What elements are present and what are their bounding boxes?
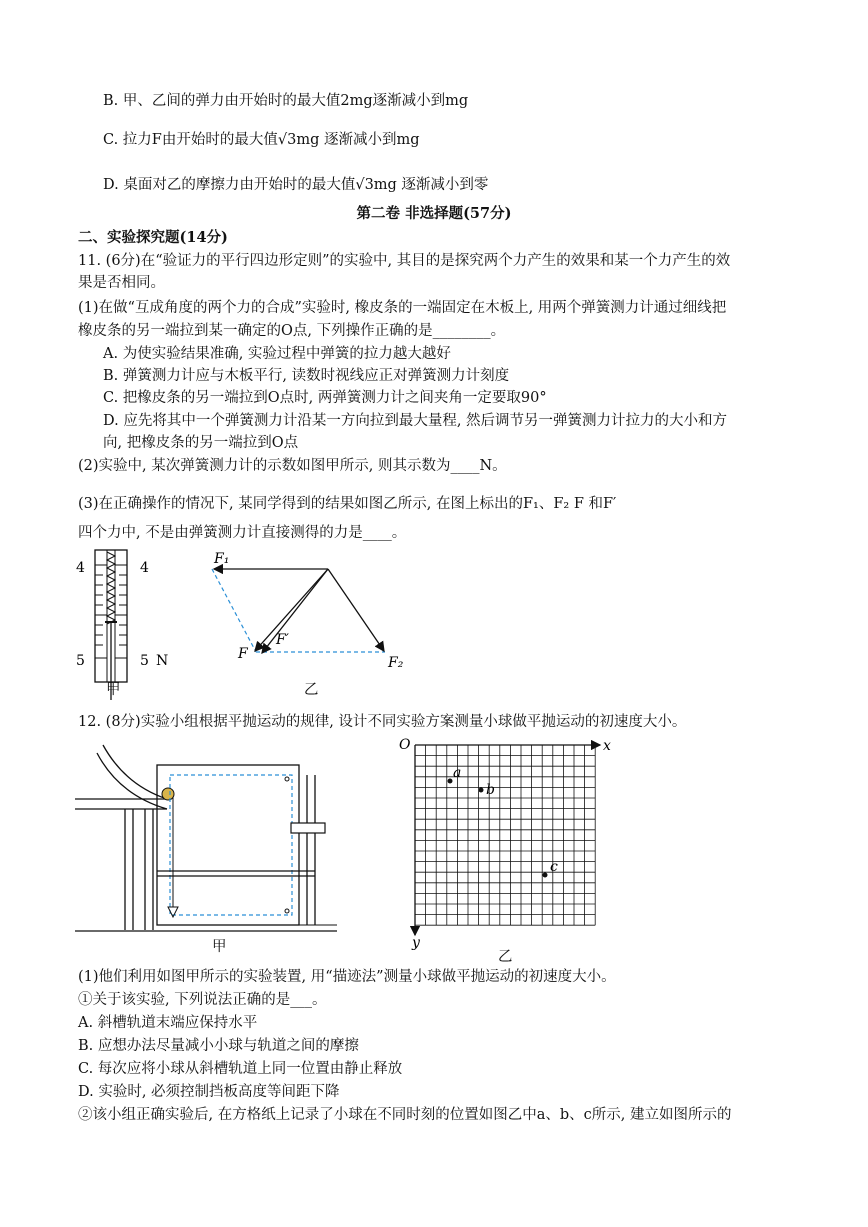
q11-part1-line1: (1)在做“互成角度的两个力的合成”实验时, 橡皮条的一端固定在木板上, 用两个弹簧测力计通过细线把 [78,300,727,316]
figure-12-jia-caption: 甲 [212,939,227,955]
q11-option-d-line1: D. 应先将其中一个弹簧测力计沿某一方向拉到最大量程, 然后调节另一弹簧测力计拉力的大小和方 [103,413,728,429]
q11-part1-line2: 橡皮条的另一端拉到某一确定的O点, 下列操作正确的是________。 [78,323,506,339]
q11-option-b: B. 弹簧测力计应与木板平行, 读数时视线应正对弹簧测力计刻度 [103,368,510,384]
q12-option-d: D. 实验时, 必须控制挡板高度等间距下降 [78,1084,340,1100]
point-a [448,779,453,784]
q11-option-d-line2: 向, 把橡皮条的另一端拉到O点 [103,435,299,451]
point-a-label: a [453,765,462,781]
force-f2-arrow [328,569,384,651]
q11-option-a: A. 为使实验结果准确, 实验过程中弹簧的拉力越大越好 [103,346,451,362]
q10-option-d: D. 桌面对乙的摩擦力由开始时的最大值√3mg 逐渐减小到零 [103,177,489,193]
part-title: 第二卷 非选择题(57分) [356,205,512,222]
figure-11-jia-spring-scale [70,550,180,700]
spring-coil [107,552,115,624]
figure-12-yi-grid [395,735,625,955]
point-c [543,873,548,878]
figure-11-yi-caption: 乙 [304,682,319,698]
force-f-prime-arrow [262,569,328,653]
origin-label: O [399,737,411,753]
label-f-prime: F′ [276,632,289,648]
jia-right-bottom-label: 5 [140,653,149,669]
label-f2: F₂ [388,655,404,671]
q12-option-a: A. 斜槽轨道末端应保持水平 [78,1015,258,1031]
figure-11-jia-caption: 甲 [106,682,121,698]
label-f: F [238,646,248,662]
q12-sub2: ②该小组正确实验后, 在方格纸上记录了小球在不同时刻的位置如图乙中a、b、c所示, 建立如图所示的 [78,1107,732,1123]
point-c-label: c [550,859,558,875]
figure-11-yi-force-diagram [200,545,430,675]
section-title: 二、实验探究题(14分) [78,229,228,246]
figure-12-yi-caption: 乙 [498,949,513,965]
figure-12-jia-apparatus [75,745,355,935]
q10-option-c: C. 拉力F由开始时的最大值√3mg 逐渐减小到mg [103,132,420,148]
q12-option-b: B. 应想办法尽量减小小球与轨道之间的摩擦 [78,1038,359,1054]
q12-option-c: C. 每次应将小球从斜槽轨道上同一位置由静止释放 [78,1061,403,1077]
q11-option-c: C. 把橡皮条的另一端拉到O点时, 两弹簧测力计之间夹角一定要取90° [103,390,547,406]
q11-part2: (2)实验中, 某次弹簧测力计的示数如图甲所示, 则其示数为____N。 [78,458,507,474]
force-f-arrow [255,569,328,651]
jia-left-bottom-label: 5 [76,653,85,669]
q11-part3-line1: (3)在正确操作的情况下, 某同学得到的结果如图乙所示, 在图上标出的F₁、F₂ F 和F′ [78,496,617,512]
label-f1: F₁ [214,551,230,567]
q10-option-b: B. 甲、乙间的弹力由开始时的最大值2mg逐渐减小到mg [103,93,469,109]
q11-stem-line2: 果是否相同。 [78,275,165,291]
x-axis-label: x [603,738,611,754]
q12-stem: 12. (8分)实验小组根据平抛运动的规律, 设计不同实验方案测量小球做平抛运动的初速度大小。 [78,714,687,730]
y-axis-label: y [412,935,420,951]
point-b [479,788,484,793]
jia-unit-label: N [156,653,169,669]
jia-right-top-label: 4 [140,560,149,576]
q12-sub1: ①关于该实验, 下列说法正确的是___。 [78,992,327,1008]
q11-stem-line1: 11. (6分)在“验证力的平行四边形定则”的实验中, 其目的是探究两个力产生的效果和某一个力产生的效 [78,253,731,269]
jia-left-top-label: 4 [76,560,85,576]
q12-part1: (1)他们利用如图甲所示的实验装置, 用“描迹法”测量小球做平抛运动的初速度大小。 [78,969,616,985]
q11-part3-line2: 四个力中, 不是由弹簧测力计直接测得的力是____。 [78,525,407,541]
point-b-label: b [486,782,495,798]
